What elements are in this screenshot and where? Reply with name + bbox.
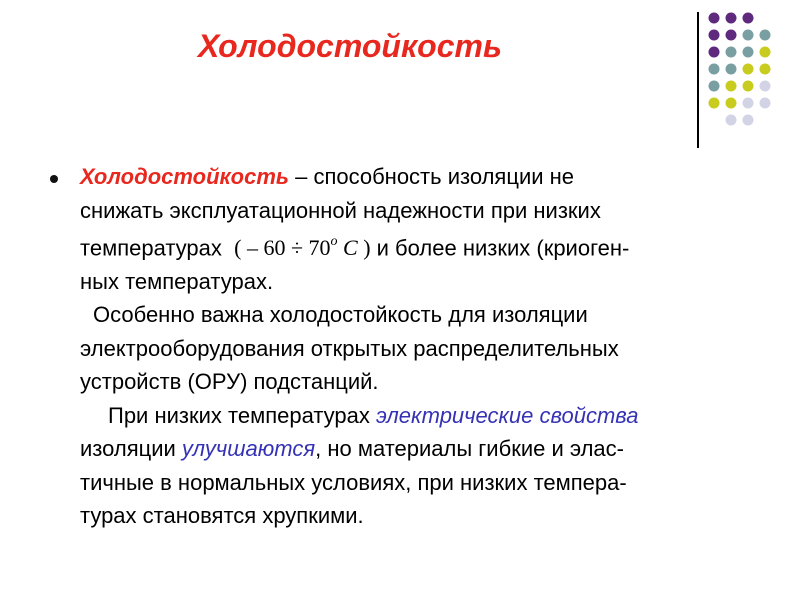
decor-dot	[709, 98, 720, 109]
formula-open-paren: (	[234, 235, 242, 261]
decor-dot	[726, 13, 737, 24]
decor-dot	[709, 30, 720, 41]
decor-dot	[726, 30, 737, 41]
text-span: , но материалы гибкие и элас-	[315, 436, 624, 462]
temperature-formula	[234, 235, 370, 260]
decorative-dot-grid	[708, 12, 773, 132]
decor-dot	[760, 47, 771, 58]
text-span: Особенно важна холодостойкость для изоляции	[93, 302, 588, 328]
formula-unit: C	[343, 235, 358, 261]
formula-op: ÷	[290, 235, 304, 261]
paragraph-line	[80, 298, 780, 332]
decor-dot	[726, 81, 737, 92]
decor-dot	[743, 47, 754, 58]
decor-dot	[709, 64, 720, 75]
slide-body	[80, 160, 780, 533]
decor-dot	[726, 64, 737, 75]
paragraph-line: снижать эксплуатационной надежности при низких	[80, 197, 601, 223]
decor-dot	[760, 30, 771, 41]
decor-dot	[709, 81, 720, 92]
formula-close-paren: )	[363, 235, 371, 261]
text-span: При низких температурах	[108, 402, 376, 428]
decor-dot	[726, 47, 737, 58]
text-span: температурах	[80, 235, 235, 261]
paragraph-line	[80, 399, 780, 433]
formula-from: – 60	[246, 235, 286, 261]
emphasis-text: электрические свойства	[376, 402, 639, 428]
decor-dot	[743, 13, 754, 24]
bullet-icon	[50, 175, 58, 183]
decor-dot	[760, 81, 771, 92]
text-span: изоляции	[80, 436, 182, 462]
paragraph-line: электрооборудования открытых распределительных	[80, 335, 619, 361]
decor-dot	[743, 115, 754, 126]
emphasis-text: улучшаются	[181, 436, 316, 462]
text-span: – способность изоляции не	[288, 164, 575, 189]
decor-dot	[743, 98, 754, 109]
slide-title: Холодостойкость	[198, 28, 502, 64]
paragraph-line	[80, 227, 780, 265]
formula-degree: o	[330, 234, 338, 249]
decor-dot	[743, 30, 754, 41]
paragraph-line: тичные в нормальных условиях, при низких темпера-	[80, 469, 627, 495]
paragraph-line: ных температурах.	[80, 268, 274, 294]
text-span: и более низких (криоген-	[370, 235, 630, 261]
decor-dot	[743, 64, 754, 75]
paragraph-line: устройств (ОРУ) подстанций.	[80, 369, 379, 395]
decor-dot	[760, 98, 771, 109]
formula-to: 70	[308, 235, 331, 261]
divider-line	[697, 12, 699, 148]
decor-dot	[709, 47, 720, 58]
paragraph-line	[80, 432, 780, 466]
decor-dot	[743, 81, 754, 92]
decor-dot	[726, 98, 737, 109]
term-highlight: Холодостойкость	[80, 164, 289, 189]
paragraph-line: турах становятся хрупкими.	[80, 503, 364, 529]
decor-dot	[760, 64, 771, 75]
decor-dot	[709, 13, 720, 24]
decor-dot	[726, 115, 737, 126]
paragraph-line	[80, 160, 780, 194]
